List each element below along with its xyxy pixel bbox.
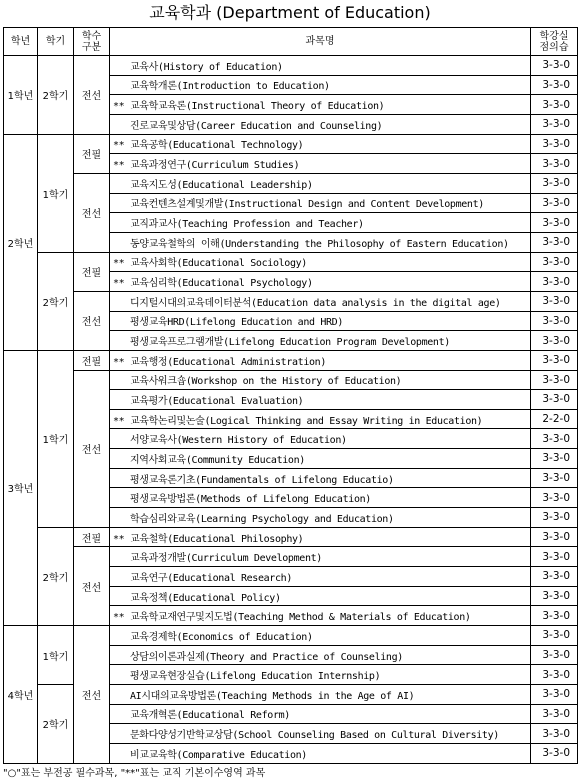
course-credits: 3-3-0 [531,527,578,547]
table-row [4,134,578,154]
course-credits: 3-3-0 [531,213,578,233]
course-name: 교육컨텐츠설계및개발(Instructional Design and Content Development) [110,193,531,213]
year-cell: 2학년 [4,134,38,350]
course-credits: 3-3-0 [531,547,578,567]
semester-cell: 1학기 [38,134,74,252]
course-credits: 3-3-0 [531,390,578,410]
table-row [4,626,578,646]
course-credits: 2-2-0 [531,409,578,429]
semester-cell: 2학기 [38,56,74,135]
course-credits: 3-3-0 [531,586,578,606]
course-credits: 3-3-0 [531,567,578,587]
header-semester: 학기 [38,28,74,56]
course-credits: 3-3-0 [531,606,578,626]
course-name: ** 교육공학(Educational Technology) [110,134,531,154]
course-name: 교육정책(Educational Policy) [110,586,531,606]
year-cell: 1학년 [4,56,38,135]
year-cell: 3학년 [4,350,38,625]
course-credits: 3-3-0 [531,154,578,174]
table-row [4,350,578,370]
course-credits: 3-3-0 [531,193,578,213]
course-credits: 3-3-0 [531,252,578,272]
course-name: 학습심리와교육(Learning Psychology and Education) [110,508,531,528]
course-name: 동양교육철학의 이해(Understanding the Philosophy of Eastern Education) [110,232,531,252]
course-name: 교육사(History of Education) [110,56,531,76]
course-name: AI시대의교육방법론(Teaching Methods in the Age of AI) [110,685,531,705]
course-name: 교육연구(Educational Research) [110,567,531,587]
course-credits: 3-3-0 [531,468,578,488]
course-name: 서양교육사(Western History of Education) [110,429,531,449]
header-row [4,28,578,56]
semester-cell: 1학기 [38,350,74,527]
course-name: 교육평가(Educational Evaluation) [110,390,531,410]
course-name: 디지털시대의교육데이터분석(Education data analysis in the digital age) [110,291,531,311]
table-row [4,527,578,547]
course-name: 비교교육학(Comparative Education) [110,743,531,763]
course-credits: 3-3-0 [531,488,578,508]
table-row [4,547,578,567]
category-cell: 전필 [74,252,110,291]
course-name: 진로교육및상담(Career Education and Counseling) [110,114,531,134]
course-credits: 3-3-0 [531,685,578,705]
course-credits: 3-3-0 [531,743,578,763]
course-credits: 3-3-0 [531,232,578,252]
course-name: ** 교육행정(Educational Administration) [110,350,531,370]
course-credits: 3-3-0 [531,704,578,724]
course-name: 교육과정개발(Curriculum Development) [110,547,531,567]
table-row [4,173,578,193]
course-credits: 3-3-0 [531,311,578,331]
semester-cell: 2학기 [38,252,74,350]
course-name: 교육경제학(Economics of Education) [110,626,531,646]
page-title: 교육학과 (Department of Education) [149,3,431,22]
category-cell: 전선 [74,370,110,527]
course-name: 평생교육프로그램개발(Lifelong Education Program Development) [110,331,531,351]
course-credits: 3-3-0 [531,429,578,449]
course-name: 상담의이론과실제(Theory and Practice of Counseling) [110,645,531,665]
header-course: 과목명 [110,28,531,56]
course-name: ** 교육학교육론(Instructional Theory of Education) [110,95,531,115]
footnote: "○"표는 부전공 필수과목, "**"표는 교직 기본이수영역 과목 [3,768,266,779]
category-cell: 전선 [74,173,110,252]
course-credits: 3-3-0 [531,134,578,154]
course-name: ** 교육심리학(Educational Psychology) [110,272,531,292]
course-name: ** 교육사회학(Educational Sociology) [110,252,531,272]
course-credits: 3-3-0 [531,291,578,311]
course-name: 교육개혁론(Educational Reform) [110,704,531,724]
category-cell: 전선 [74,56,110,135]
course-credits: 3-3-0 [531,370,578,390]
course-credits: 3-3-0 [531,645,578,665]
table-row [4,291,578,311]
course-name: ** 교육철학(Educational Philosophy) [110,527,531,547]
course-credits: 3-3-0 [531,626,578,646]
course-credits: 3-3-0 [531,114,578,134]
course-credits: 3-3-0 [531,272,578,292]
course-credits: 3-3-0 [531,449,578,469]
course-name: 지역사회교육(Community Education) [110,449,531,469]
course-name: 평생교육론기초(Fundamentals of Lifelong Educatio) [110,468,531,488]
course-name: 교육사워크숍(Workshop on the History of Education) [110,370,531,390]
course-name: ** 교육학교재연구및지도법(Teaching Method & Materials of Education) [110,606,531,626]
course-credits: 3-3-0 [531,665,578,685]
course-credits: 3-3-0 [531,331,578,351]
table-row [4,370,578,390]
course-name: 교육학개론(Introduction to Education) [110,75,531,95]
course-name: 문화다양성기반학교상담(School Counseling Based on Cultural Diversity) [110,724,531,744]
header-grade: 학년 [4,28,38,56]
course-credits: 3-3-0 [531,56,578,76]
category-cell: 전선 [74,547,110,626]
table-row [4,252,578,272]
course-name: 평생교육현장실습(Lifelong Education Internship) [110,665,531,685]
course-name: ** 교육학논리및논술(Logical Thinking and Essay Writing in Education) [110,409,531,429]
course-name: ** 교육과정연구(Curriculum Studies) [110,154,531,174]
year-cell: 4학년 [4,626,38,764]
semester-cell: 2학기 [38,685,74,764]
category-cell: 전필 [74,527,110,547]
course-credits: 3-3-0 [531,95,578,115]
header-credits: 학강실 점의습 [531,28,578,56]
semester-cell: 1학기 [38,626,74,685]
course-name: 교육지도성(Educational Leadership) [110,173,531,193]
category-cell: 전필 [74,134,110,173]
semester-cell: 2학기 [38,527,74,625]
course-name: 교직과교사(Teaching Profession and Teacher) [110,213,531,233]
course-name: 평생교육방법론(Methods of Lifelong Education) [110,488,531,508]
course-credits: 3-3-0 [531,75,578,95]
course-credits: 3-3-0 [531,173,578,193]
header-category: 학수 구분 [74,28,110,56]
category-cell: 전필 [74,350,110,370]
curriculum-table [3,27,578,764]
course-name: 평생교육HRD(Lifelong Education and HRD) [110,311,531,331]
course-credits: 3-3-0 [531,724,578,744]
course-credits: 3-3-0 [531,350,578,370]
table-row [4,56,578,76]
category-cell: 전선 [74,626,110,764]
course-credits: 3-3-0 [531,508,578,528]
category-cell: 전선 [74,291,110,350]
